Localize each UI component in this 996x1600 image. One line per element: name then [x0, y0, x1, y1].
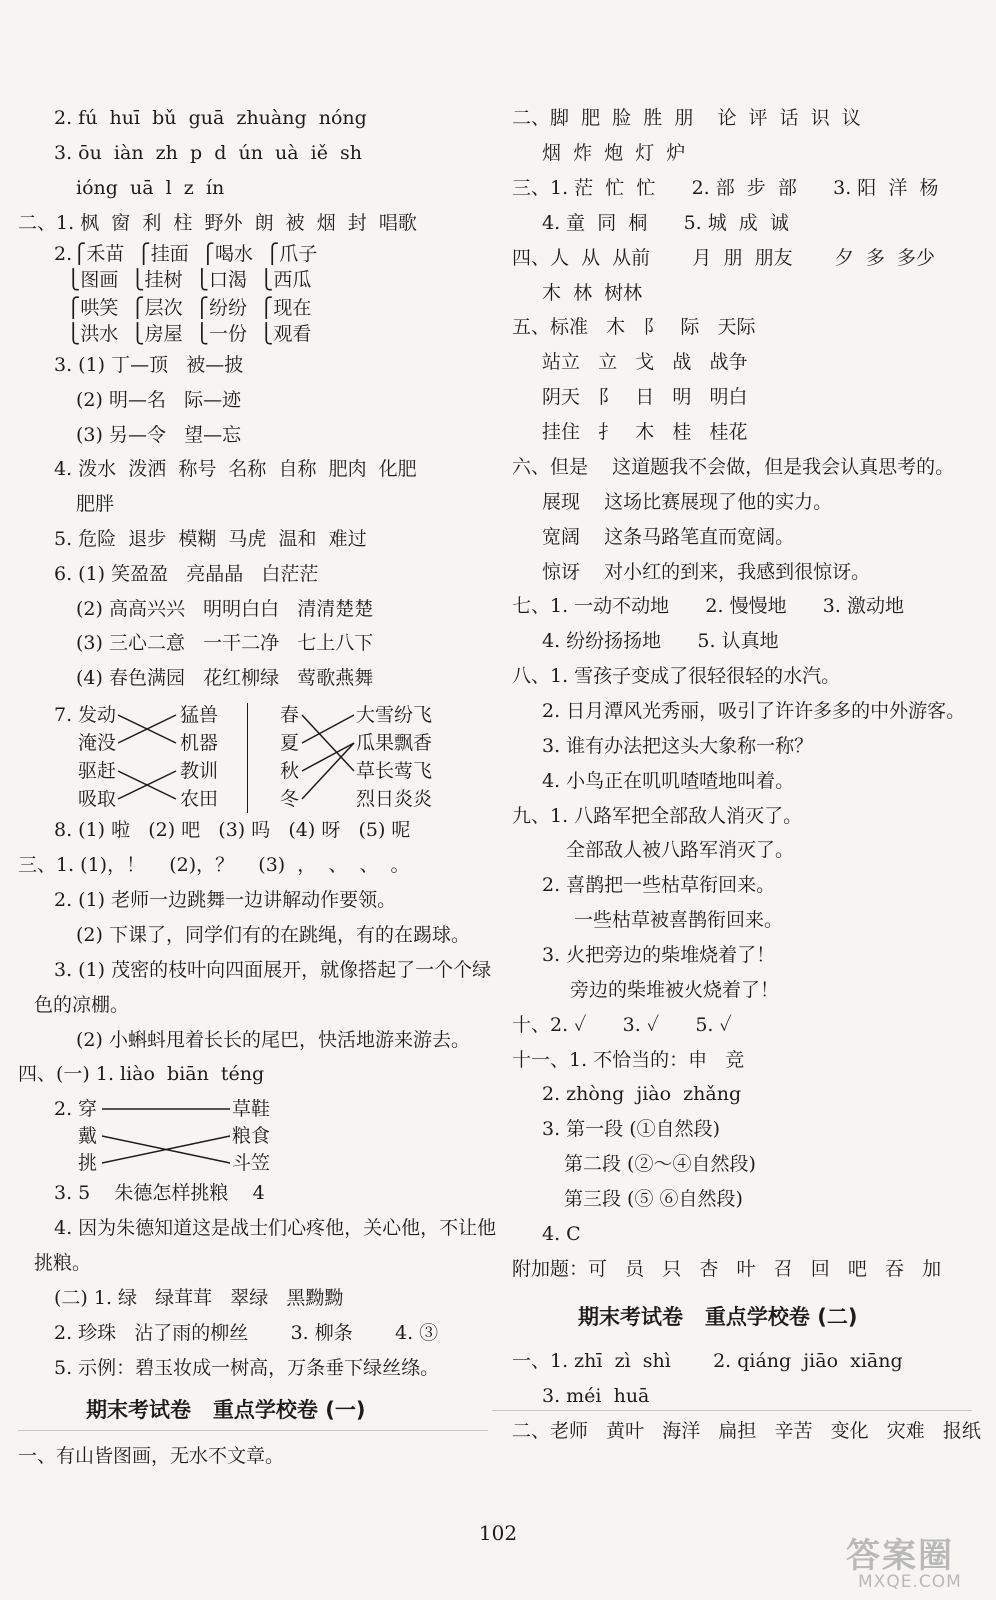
divider [247, 703, 248, 813]
answer-line: 4. 纷纷扬扬地 5. 认真地 [542, 630, 779, 652]
answer-line: 阴天 阝 日 明 明白 [542, 386, 748, 408]
answer-line: (2) 下课了，同学们有的在跳绳，有的在踢球。 [76, 924, 470, 946]
answer-line: 十、2. ✓ 3. ✓ 5. ✓ [512, 1014, 732, 1036]
match-right-word: 机器 [180, 732, 219, 754]
answer-line: 2. zhòng jiào zhǎng [542, 1083, 742, 1105]
answer-line: ⎧哄笑 ⎧层次 ⎧纷纷 ⎧现在 [54, 297, 312, 319]
answer-line: 六、但是 这道题我不会做，但是我会认真思考的。 [512, 456, 955, 478]
answer-line: 2. 珍珠 沾了雨的柳丝 3. 柳条 4. ③ [54, 1322, 439, 1344]
answer-line: 4. 泼水 泼洒 称号 名称 自称 肥肉 化肥 [54, 458, 417, 480]
answer-line: (2) 高高兴兴 明明白白 清清楚楚 [76, 598, 374, 620]
answer-line: 一些枯草被喜鹊衔回来。 [574, 909, 784, 931]
match-left-word: 秋 [280, 760, 300, 782]
answer-line: (4) 春色满园 花红柳绿 莺歌燕舞 [76, 667, 374, 689]
answer-line: 站立 立 戈 战 战争 [542, 351, 748, 373]
answer-line: 木 林 树林 [542, 282, 643, 304]
answer-line: (2) 小蝌蚪甩着长长的尾巴，快活地游来游去。 [76, 1029, 470, 1051]
matching-lines [102, 1097, 232, 1177]
match-left-word: 春 [280, 704, 300, 726]
answer-line: 第三段 (⑤ ⑥自然段) [564, 1188, 743, 1210]
answer-line: 二、老师 黄叶 海洋 扁担 辛苦 变化 灾难 报纸 [512, 1420, 981, 1442]
match-left-word: 夏 [280, 732, 300, 754]
answer-line: 5. 示例：碧玉妆成一树高，万条垂下绿丝绦。 [54, 1357, 440, 1379]
answer-line: 附加题：可 员 只 杏 叶 召 回 吧 吞 加 [512, 1258, 942, 1280]
answer-line: 2. 日月潭风光秀丽，吸引了许许多多的中外游客。 [542, 700, 966, 722]
answer-line: 十一、1. 不恰当的：申 竞 [512, 1049, 745, 1071]
matching-lines [302, 703, 356, 815]
answer-line: 2. 喜鹊把一些枯草衔回来。 [542, 874, 776, 896]
watermark-logo [836, 1528, 986, 1594]
match-right-word: 粮食 [232, 1125, 271, 1147]
answer-line: 挂住 扌 木 桂 桂花 [542, 421, 748, 443]
section-heading: 期末考试卷 重点学校卷 (二) [578, 1305, 858, 1329]
answer-line: 九、1. 八路军把全部敌人消灭了。 [512, 805, 803, 827]
answer-line: 2.⎧禾苗 ⎧挂面 ⎧喝水 ⎧爪子 [54, 243, 318, 265]
answer-line: 旁边的柴堆被火烧着了！ [570, 979, 780, 1001]
answer-line: 一、1. zhī zì shì 2. qiáng jiāo xiāng [512, 1350, 903, 1372]
answer-line: 肥胖 [76, 493, 115, 515]
match-right-word: 大雪纷飞 [356, 704, 433, 726]
answer-line: 3. (1) 茂密的枝叶向四面展开，就像搭起了一个个绿 [54, 959, 492, 981]
answer-line: 四、(一) 1. liào biān téng [18, 1063, 265, 1085]
answer-line: 3. 谁有办法把这头大象称一称？ [542, 735, 814, 757]
answer-line: (3) 另—令 望—忘 [76, 424, 242, 446]
match-right-word: 猛兽 [180, 704, 219, 726]
answer-line: (二) 1. 绿 绿茸茸 翠绿 黑黝黝 [54, 1287, 344, 1309]
match-right-word: 教训 [180, 760, 219, 782]
page-number: 102 [478, 1521, 518, 1545]
matching-lines [118, 703, 178, 815]
answer-line: 二、1. 枫 窗 利 柱 野外 朗 被 烟 封 唱歌 [18, 212, 417, 234]
answer-line: 展现 这场比赛展现了他的实力。 [542, 491, 833, 513]
match-left-word: 穿 [78, 1098, 98, 1120]
answer-line: 4. 因为朱德知道这是战士们心疼他，关心他，不让他 [54, 1217, 497, 1239]
match-left-word: 冬 [280, 788, 300, 810]
answer-line: 3. 火把旁边的柴堆烧着了！ [542, 944, 776, 966]
match-right-word: 农田 [180, 788, 219, 810]
answer-line: 五、标准 木 阝 际 天际 [512, 316, 756, 338]
answer-line: 8. (1) 啦 (2) 吧 (3) 吗 (4) 呀 (5) 呢 [54, 819, 411, 841]
divider [492, 1410, 972, 1411]
answer-line: 4. C [542, 1223, 581, 1245]
answer-line: 三、1. 茫 忙 忙 2. 部 步 部 3. 阳 洋 杨 [512, 177, 939, 199]
match-left-word: 吸取 [78, 788, 117, 810]
answer-line: 5. 危险 退步 模糊 马虎 温和 难过 [54, 528, 367, 550]
answer-line: 2. (1) 老师一边跳舞一边讲解动作要领。 [54, 889, 397, 911]
answer-line: ⎩洪水 ⎩房屋 ⎩一份 ⎩观看 [54, 323, 312, 345]
answer-line: 一、有山皆图画，无水不文章。 [18, 1445, 285, 1467]
answer-line: 3. 第一段 (①自然段) [542, 1118, 721, 1140]
answer-line: 6. (1) 笑盈盈 亮晶晶 白茫茫 [54, 563, 319, 585]
answer-line: 全部敌人被八路军消灭了。 [566, 839, 795, 861]
match-left-word: 戴 [78, 1125, 98, 1147]
match-left-word: 发动 [78, 704, 117, 726]
match-right-word: 斗笠 [232, 1152, 271, 1174]
answer-line: 宽阔 这条马路笔直而宽阔。 [542, 526, 795, 548]
answer-line: 二、脚 肥 脸 胜 朋 论 评 话 识 议 [512, 107, 861, 129]
section-heading: 期末考试卷 重点学校卷 (一) [86, 1398, 366, 1422]
divider [18, 1430, 488, 1431]
answer-line: 3. méi huā [542, 1385, 650, 1407]
question-number: 7. [54, 704, 73, 726]
answer-line: 3. 5 朱德怎样挑粮 4 [54, 1182, 265, 1204]
answer-line: 烟 炸 炮 灯 炉 [542, 142, 686, 164]
match-left-word: 挑 [78, 1152, 98, 1174]
answer-line: 八、1. 雪孩子变成了很轻很轻的水汽。 [512, 665, 841, 687]
answer-line: 3. ōu iàn zh p d ún uà iě sh [54, 142, 363, 164]
answer-line: (2) 明—名 际—迹 [76, 389, 242, 411]
answer-line: 色的凉棚。 [34, 994, 130, 1016]
answer-line: 第二段 (②～④自然段) [564, 1153, 756, 1175]
answer-line: 惊讶 对小红的到来，我感到很惊讶。 [542, 561, 871, 583]
answer-line: (3) 三心二意 一干二净 七上八下 [76, 632, 374, 654]
match-left-word: 淹没 [78, 732, 117, 754]
match-right-word: 瓜果飘香 [356, 732, 433, 754]
answer-line: 挑粮。 [34, 1252, 92, 1274]
answer-line: ⎩图画 ⎩挂树 ⎩口渴 ⎩西瓜 [54, 269, 312, 291]
answer-line: ióng uā l z ín [76, 177, 225, 199]
answer-line: 三、1. (1)，！ (2)，？ (3) ， 、 、 。 [18, 854, 410, 876]
watermark-url: MXQE.COM [858, 1572, 962, 1592]
answer-line: 4. 童 同 桐 5. 城 成 诚 [542, 212, 789, 234]
match-right-word: 草长莺飞 [356, 760, 433, 782]
match-left-word: 驱赶 [78, 760, 117, 782]
answer-line: 4. 小鸟正在叽叽喳喳地叫着。 [542, 770, 795, 792]
answer-line: 3. (1) 丁—顶 被—披 [54, 354, 244, 376]
answer-line: 四、人 从 从前 月 朋 朋友 夕 多 多少 [512, 247, 936, 269]
question-number: 2. [54, 1098, 73, 1120]
watermark-text: 答案圈 [846, 1536, 954, 1576]
answer-line: 2. fú huī bǔ guā zhuàng nóng [54, 107, 367, 129]
answer-line: 七、1. 一动不动地 2. 慢慢地 3. 激动地 [512, 595, 904, 617]
match-right-word: 草鞋 [232, 1098, 271, 1120]
match-right-word: 烈日炎炎 [356, 788, 433, 810]
